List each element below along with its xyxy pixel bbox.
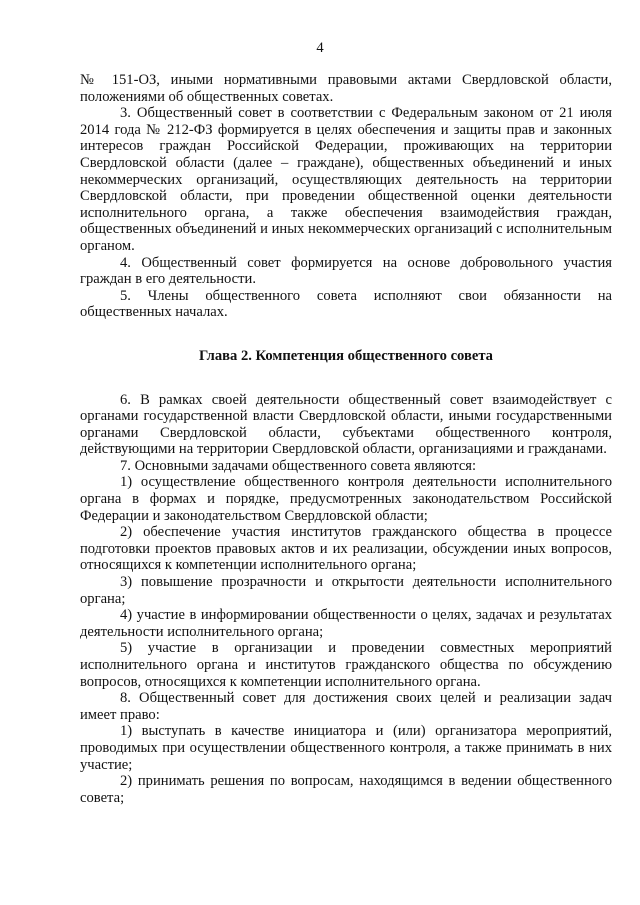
paragraph-item-8: 8. Общественный совет для достижения своих целей и реализации задач имеет право: [80,690,612,723]
paragraph-item-4: 4. Общественный совет формируется на основе добровольного участия граждан в его деятельности. [80,254,612,288]
subitem-7-5: 5) участие в организации и проведении совместных мероприятий исполнительного органа и институтов гражданского общества по обсуждению вопросов, относящихся к компетенции исполнительного органа. [80,640,612,690]
paragraph-item-7: 7. Основными задачами общественного совета являются: [120,457,477,474]
subitem-7-2: 2) обеспечение участия институтов гражданского общества в процессе подготовки проектов правовых актов и их реализации, обсуждении иных вопросов, относящихся к компетенции исполнительного органа; [80,524,612,574]
chapter-heading: Глава 2. Компетенция общественного совета [199,347,493,364]
subitem-8-1: 1) выступать в качестве инициатора и (или) организатора мероприятий, проводимых при осуществлении общественного контроля, а также принимать в них участие; [80,723,612,773]
subitem-7-1: 1) осуществление общественного контроля деятельности исполнительного органа в формах и порядке, предусмотренных законодательством Российской Федерации и законодательством Свердловской области; [80,474,612,524]
subitem-8-2: 2) принимать решения по вопросам, находящимся в ведении общественного совета; [80,773,612,806]
paragraph-item-3: 3. Общественный совет в соответствии с Федеральным законом от 21 июля 2014 года № 212-ФЗ формируется в целях обеспечения и защиты прав и законных интересов граждан Российской Федерации, проживающих на территории Свердловской области (далее – граждане), общественных объединений и иных некоммерческих организаций, осуществляющих деятельность на территории Свердловской области, при проведении общественной оценки деятельности исполнительного органа, а также обеспечения взаимодействия граждан, общественных объединений и иных некоммерческих организаций с исполнительным органом. [80,105,612,254]
paragraph-continuation: № 151-ОЗ, иными нормативными правовыми актами Свердловской области, положениями об общественных советах. [80,72,612,105]
subitem-7-4: 4) участие в информировании общественности о целях, задачах и результатах деятельности исполнительного органа; [80,607,612,640]
document-body [80,72,612,806]
page-number: 4 [316,40,324,56]
paragraph-item-6: 6. В рамках своей деятельности общественный совет взаимодействует с органами государственной власти Свердловской области, иными государственными органами Свердловской области, субъектами общественного контроля, действующими на территории Свердловской области, организациями и гражданами. [80,391,612,458]
paragraph-item-5: 5. Члены общественного совета исполняют свои обязанности на общественных началах. [80,287,612,321]
subitem-7-3: 3) повышение прозрачности и открытости деятельности исполнительного органа; [80,574,612,607]
